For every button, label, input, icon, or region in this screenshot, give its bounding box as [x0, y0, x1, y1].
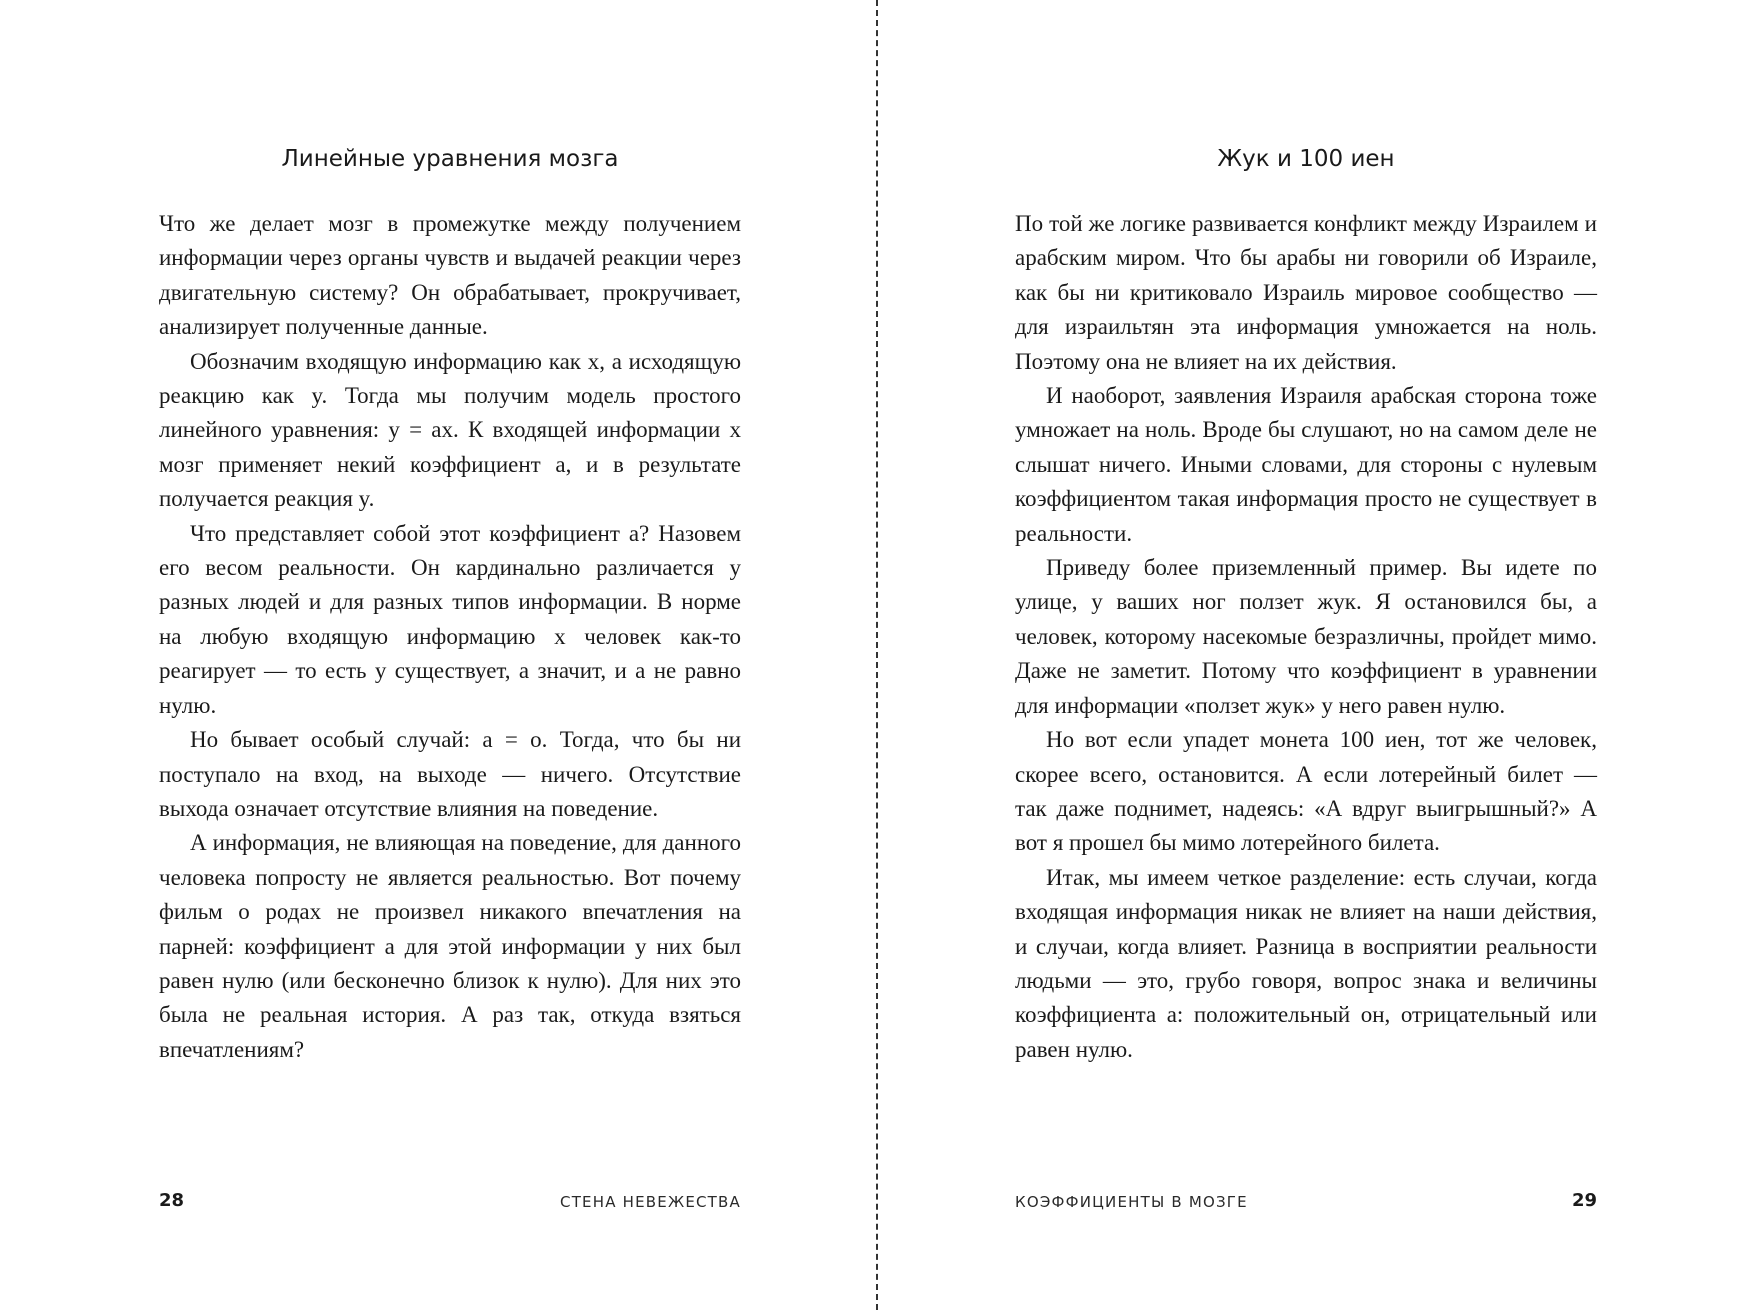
- left-page-footer: [159, 1186, 741, 1216]
- right-paragraph-5: Итак, мы имеем четкое разделение: есть случаи, когда входящая информация никак не влияет на наши действия, и случаи, когда влияет. Разница в восприятии реальности людьми — это, грубо говоря, вопрос знака и величины коэффициента a: положительный он, отрицательный или равен нулю.: [1015, 864, 1597, 1062]
- left-paragraph-1: Что же делает мозг в промежутке между получением информации через органы чувств и выдачей реакции через двигательную систему? Он обрабатывает, прокручивает, анализирует полученные данные.: [159, 211, 741, 340]
- left-page-number: 28: [159, 1190, 185, 1211]
- right-page-title: Жук и 100 иен: [1217, 146, 1395, 172]
- right-page: [1015, 0, 1597, 1310]
- left-page-body: [159, 207, 741, 1067]
- page-gutter-divider: [876, 0, 878, 1310]
- right-paragraph-1: По той же логике развивается конфликт между Израилем и арабским миром. Что бы арабы ни говорили об Израиле, как бы ни критиковало Израиль мировое сообщество — для израильтян эта информация умножается на ноль. Поэтому она не влияет на их действия.: [1015, 211, 1597, 374]
- left-running-head: СТЕНА НЕВЕЖЕСТВА: [560, 1193, 741, 1211]
- left-paragraph-2: Обозначим входящую информацию как x, а исходящую реакцию как y. Тогда мы получим модель простого линейного уравнения: y = ax. К входящей информации x мозг применяет некий коэффициент a, и в результате получается реакция y.: [159, 348, 741, 512]
- left-paragraph-3: Что представляет собой этот коэффициент a? Назовем его весом реальности. Он кардинально различается у разных людей и для разных типов информации. В норме на любую входящую информацию x человек как-то реагирует — то есть y существует, а значит, и a не равно нулю.: [159, 520, 741, 718]
- left-page: [159, 0, 741, 1310]
- left-paragraph-4: Но бывает особый случай: a = o. Тогда, что бы ни поступало на вход, на выходе — ничего. Отсутствие выхода означает отсутствие влияния на поведение.: [159, 727, 741, 821]
- right-running-head: КОЭФФИЦИЕНТЫ В МОЗГЕ: [1015, 1193, 1248, 1211]
- right-page-number: 29: [1571, 1190, 1597, 1211]
- left-page-title: Линейные уравнения мозга: [281, 146, 619, 172]
- left-paragraph-5: А информация, не влияющая на поведение, для данного человека попросту не является реальностью. Вот почему фильм о родах не произвел никакого впечатления на парней: коэффициент a для этой информации у них был равен нулю (или бесконечно близок к нулю). Для них это была не реальная история. А раз так, откуда взяться впечатлениям?: [159, 830, 741, 1062]
- right-paragraph-2: И наоборот, заявления Израиля арабская сторона тоже умножает на ноль. Вроде бы слушают, но на самом деле не слышат ничего. Иными словами, для стороны с нулевым коэффициентом такая информация просто не существует в реальности.: [1015, 383, 1597, 546]
- right-paragraph-4: Но вот если упадет монета 100 иен, тот же человек, скорее всего, остановится. А если лотерейный билет — так даже поднимет, надеясь: «А вдруг выигрышный?» А вот я прошел бы мимо лотерейного билета.: [1015, 727, 1597, 856]
- right-paragraph-3: Приведу более приземленный пример. Вы идете по улице, у ваших ног ползет жук. Я остановился бы, а человек, которому насекомые безразличны, пройдет мимо. Даже не заметит. Потому что коэффициент в уравнении для информации «ползет жук» у него равен нулю.: [1015, 555, 1597, 718]
- right-page-footer: [1015, 1186, 1597, 1216]
- right-page-body: [1015, 207, 1597, 1067]
